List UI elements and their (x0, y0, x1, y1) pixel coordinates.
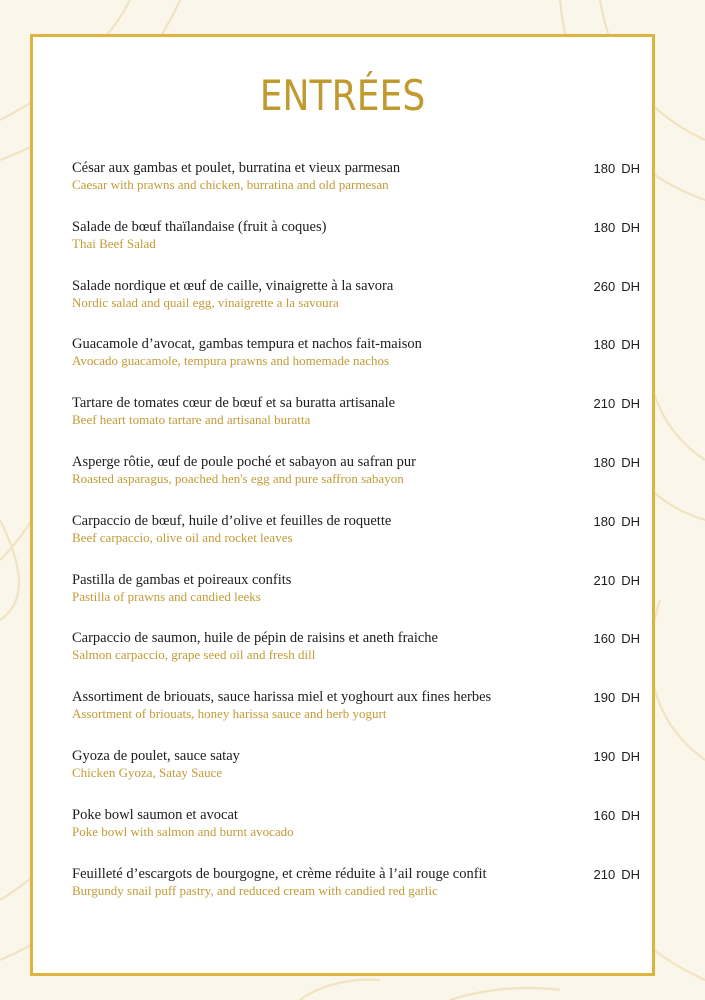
price-amount: 160 (593, 631, 616, 647)
dish-name-fr: Poke bowl saumon et avocat (72, 806, 238, 823)
dish-name-fr: Salade nordique et œuf de caille, vinaigrette à la savora (72, 277, 394, 294)
dish-price (594, 689, 640, 706)
dish-price (594, 160, 640, 177)
price-currency: DH (621, 807, 640, 823)
menu-item (72, 748, 640, 807)
dish-name-en: Beef heart tomato tartare and artisanal buratta (72, 412, 311, 428)
price-amount: 210 (593, 572, 616, 588)
dish-name-fr: Guacamole d’avocat, gambas tempura et nachos fait-maison (72, 336, 422, 353)
price-currency: DH (621, 572, 640, 588)
dish-price (594, 630, 640, 647)
price-amount: 180 (593, 219, 616, 235)
dish-name-en: Burgundy snail puff pastry, and reduced cream with candied red garlic (72, 882, 438, 898)
menu-item (72, 278, 640, 337)
price-amount: 210 (593, 866, 616, 882)
dish-price (594, 513, 640, 530)
dish-name-fr: Carpaccio de bœuf, huile d’olive et feuilles de roquette (72, 512, 392, 529)
dish-name-en: Assortment of briouats, honey harissa sauce and herb yogurt (72, 706, 387, 722)
price-currency: DH (621, 337, 640, 353)
dish-name-en: Avocado guacamole, tempura prawns and homemade nachos (72, 353, 390, 369)
price-amount: 160 (593, 807, 616, 823)
menu-item (72, 807, 640, 866)
dish-name-fr: Pastilla de gambas et poireaux confits (72, 571, 292, 588)
price-currency: DH (621, 513, 640, 529)
dish-price (594, 866, 640, 883)
menu-item (72, 454, 640, 513)
price-currency: DH (621, 278, 640, 294)
dish-price (594, 395, 640, 412)
price-amount: 180 (593, 337, 616, 353)
dish-price (594, 807, 640, 824)
menu-item (72, 336, 640, 395)
menu-item (72, 866, 640, 925)
dish-name-fr: Gyoza de poulet, sauce satay (72, 747, 240, 764)
menu-item (72, 689, 640, 748)
price-currency: DH (621, 748, 640, 764)
dish-name-en: Nordic salad and quail egg, vinaigrette a la savoura (72, 294, 339, 310)
dish-name-fr: Asperge rôtie, œuf de poule poché et sabayon au safran pur (72, 453, 416, 470)
dish-price (594, 572, 640, 589)
menu-item (72, 395, 640, 454)
price-currency: DH (621, 219, 640, 235)
menu-frame (30, 34, 655, 976)
menu-item (72, 513, 640, 572)
price-currency: DH (621, 396, 640, 412)
dish-name-fr: Tartare de tomates cœur de bœuf et sa buratta artisanale (72, 395, 396, 412)
menu-item (72, 160, 640, 219)
menu-item (72, 630, 640, 689)
dish-name-en: Chicken Gyoza, Satay Sauce (72, 764, 223, 780)
dish-price (594, 454, 640, 471)
dish-name-en: Thai Beef Salad (72, 235, 156, 251)
price-amount: 260 (593, 278, 616, 294)
price-amount: 190 (593, 690, 616, 706)
dish-name-en: Pastilla of prawns and candied leeks (72, 588, 261, 604)
dish-price (594, 278, 640, 295)
dish-name-fr: Carpaccio de saumon, huile de pépin de raisins et aneth fraiche (72, 630, 438, 647)
price-currency: DH (621, 631, 640, 647)
dish-name-fr: Salade de bœuf thaïlandaise (fruit à coques) (72, 218, 327, 235)
dish-name-en: Roasted asparagus, poached hen's egg and pure saffron sabayon (72, 470, 404, 486)
menu-item (72, 219, 640, 278)
dish-name-fr: Assortiment de briouats, sauce harissa miel et yoghourt aux fines herbes (72, 689, 492, 706)
dish-name-fr: César aux gambas et poulet, burratina et vieux parmesan (72, 160, 401, 176)
dish-name-en: Beef carpaccio, olive oil and rocket leaves (72, 529, 293, 545)
dish-name-en: Poke bowl with salmon and burnt avocado (72, 823, 294, 839)
menu-item-list (72, 160, 640, 924)
dish-price (594, 336, 640, 353)
dish-name-en: Caesar with prawns and chicken, burratina and old parmesan (72, 177, 389, 192)
dish-name-fr: Feuilleté d’escargots de bourgogne, et crème réduite à l’ail rouge confit (72, 865, 487, 882)
price-amount: 210 (593, 396, 616, 412)
price-currency: DH (621, 866, 640, 882)
price-amount: 190 (593, 748, 616, 764)
menu-item (72, 572, 640, 631)
price-amount: 180 (593, 161, 616, 176)
price-currency: DH (621, 690, 640, 706)
page-title: ENTRÉES (259, 71, 426, 120)
price-amount: 180 (593, 454, 616, 470)
price-currency: DH (621, 161, 640, 176)
price-currency: DH (621, 454, 640, 470)
dish-name-en: Salmon carpaccio, grape seed oil and fresh dill (72, 647, 316, 663)
dish-price (594, 748, 640, 765)
dish-price (594, 219, 640, 236)
price-amount: 180 (593, 513, 616, 529)
